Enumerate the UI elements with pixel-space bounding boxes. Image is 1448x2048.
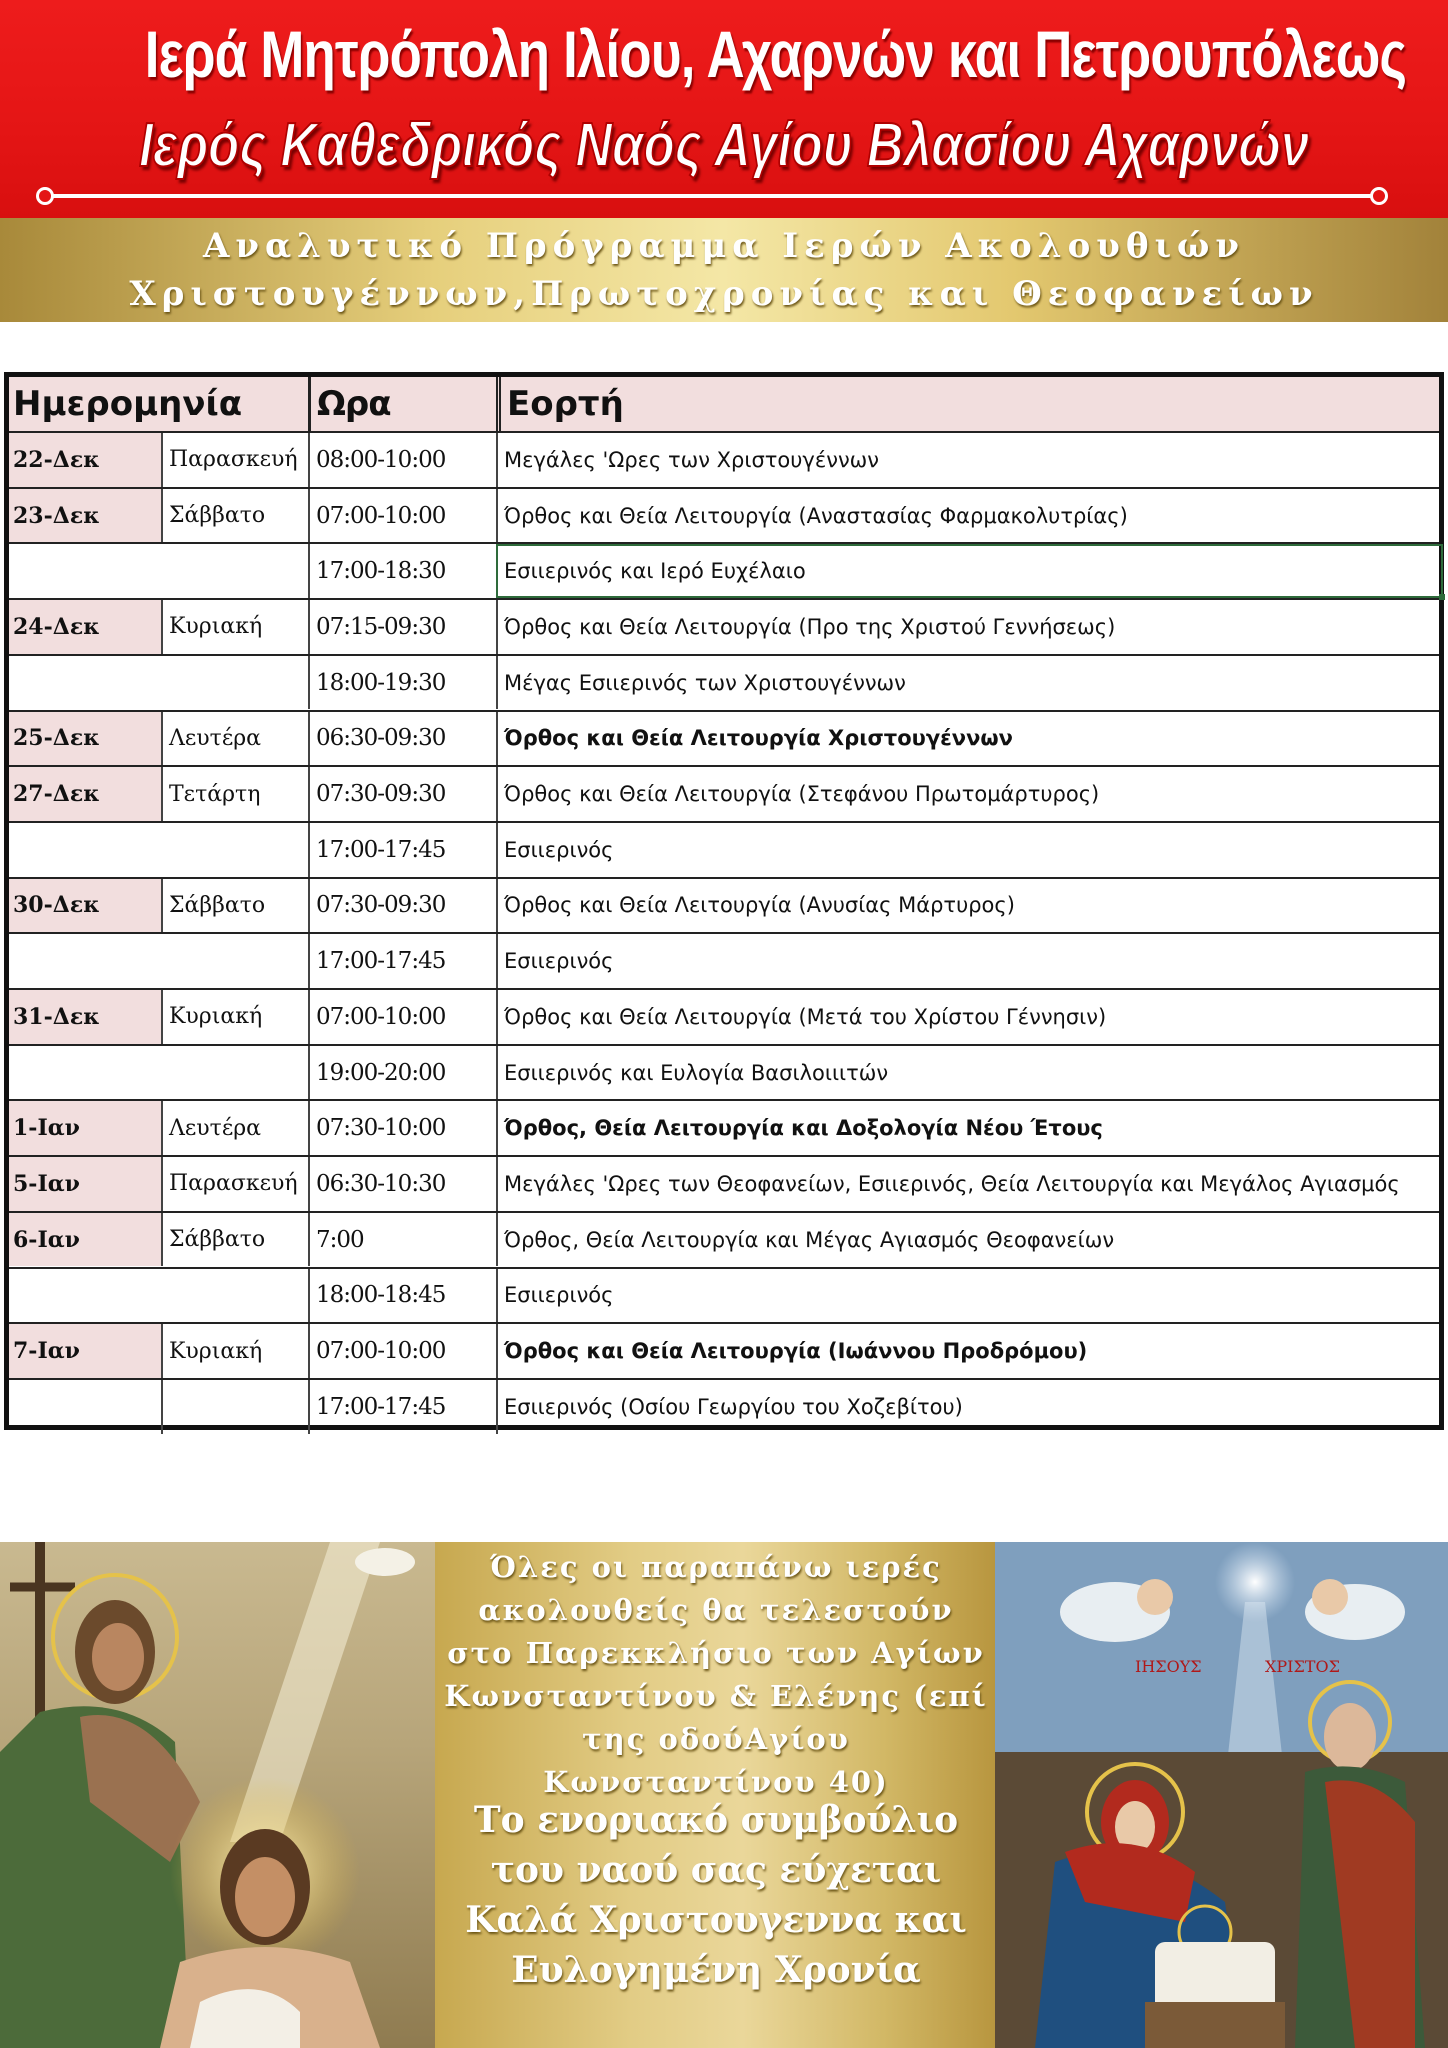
cell-date bbox=[9, 544, 161, 598]
cell-day bbox=[161, 1046, 308, 1100]
divider-dot-right bbox=[1370, 187, 1388, 205]
cell-date: 31-Δεκ bbox=[9, 990, 161, 1044]
location-notice: Όλες οι παραπάνω ιερές ακολουθείς θα τελεστούν στο Παρεκκλήσιο των Αγίων Κωνσταντίνου & Ελένης (επί της οδούΑγίου Κωνσταντίνου 40) bbox=[444, 1550, 988, 1799]
cell-date bbox=[9, 823, 161, 877]
cell-event: Όρθος και Θεία Λειτουργία Χριστουγέννων bbox=[496, 712, 1439, 766]
cell-date: 6-Ιαν bbox=[9, 1213, 161, 1267]
cell-date: 23-Δεκ bbox=[9, 489, 161, 543]
cell-time: 17:00-17:45 bbox=[308, 823, 496, 877]
cell-time: 08:00-10:00 bbox=[308, 433, 496, 487]
cell-day: Κυριακή bbox=[161, 600, 308, 654]
table-row bbox=[9, 1322, 1439, 1378]
table-row bbox=[9, 1267, 1439, 1323]
cell-event: Όρθος και Θεία Λειτουργία (Μετά του Χρίστου Γέννησιν) bbox=[496, 990, 1439, 1044]
cell-day: Παρασκευή bbox=[161, 433, 308, 487]
cell-day: Τετάρτη bbox=[161, 767, 308, 821]
cell-event: Όρθος και Θεία Λειτουργία (Στεφάνου Πρωτομάρτυρος) bbox=[496, 767, 1439, 821]
cell-event: Μεγάλες 'Ωρες των Χριστουγέννων bbox=[496, 433, 1439, 487]
nativity-icon-image bbox=[995, 1542, 1448, 2048]
cell-event: Όρθος και Θεία Λειτουργία (Ιωάννου Προδρόμου) bbox=[496, 1324, 1439, 1378]
cell-time: 07:00-10:00 bbox=[308, 990, 496, 1044]
cell-day bbox=[161, 656, 308, 710]
cell-time: 07:30-09:30 bbox=[308, 879, 496, 933]
cell-time: 17:00-18:30 bbox=[308, 544, 496, 598]
schedule-title: Αναλυτικό Πρόγραμμα Ιερών Ακολουθιών bbox=[202, 226, 1245, 266]
cell-event: Όρθος και Θεία Λειτουργία (Προ της Χριστού Γεννήσεως) bbox=[496, 600, 1439, 654]
table-row bbox=[9, 1155, 1439, 1211]
column-header-time: Ωρα bbox=[308, 377, 496, 431]
column-header-date: Ημερομηνία bbox=[9, 377, 308, 431]
cell-event: Εσιιερινός bbox=[496, 934, 1439, 988]
cell-event: Όρθος, Θεία Λειτουργία και Μέγας Αγιασμός Θεοφανείων bbox=[496, 1213, 1439, 1267]
icon-inscription-right: ΧΡΙΣΤΟΣ bbox=[1265, 1657, 1340, 1676]
cell-date bbox=[9, 656, 161, 710]
cell-event: Μέγας Εσιιερινός των Χριστουγέννων bbox=[496, 656, 1439, 710]
cell-day: Λευτέρα bbox=[161, 1101, 308, 1155]
table-row bbox=[9, 710, 1439, 766]
cathedral-title: Ιερός Καθεδρικός Ναός Αγίου Βλασίου Αχαρνών bbox=[138, 111, 1310, 180]
cell-time: 18:00-18:45 bbox=[308, 1269, 496, 1323]
cell-day bbox=[161, 1269, 308, 1323]
table-row bbox=[9, 431, 1439, 487]
greeting-message: Το ενοριακό συμβούλιο του ναού σας εύχεται Καλά Χριστουγεννα και Ευλογημένη Χρονία bbox=[465, 1799, 967, 1991]
cell-time: 07:00-10:00 bbox=[308, 489, 496, 543]
cell-time: 07:00-10:00 bbox=[308, 1324, 496, 1378]
cell-event: Μεγάλες 'Ωρες των Θεοφανείων, Εσιιερινός, Θεία Λειτουργία και Μεγάλος Αγιασμός bbox=[496, 1157, 1439, 1211]
table-row bbox=[9, 877, 1439, 933]
cell-date: 22-Δεκ bbox=[9, 433, 161, 487]
cell-event: Εσιιερινός bbox=[496, 823, 1439, 877]
table-row bbox=[9, 932, 1439, 988]
cell-day: Σάββατο bbox=[161, 1213, 308, 1267]
cell-day: Κυριακή bbox=[161, 1324, 308, 1378]
cell-time: 06:30-10:30 bbox=[308, 1157, 496, 1211]
header-divider bbox=[50, 194, 1380, 198]
cell-time: 06:30-09:30 bbox=[308, 712, 496, 766]
cell-event: Εσιιερινός bbox=[496, 1269, 1439, 1323]
cell-event: Εσιιερινός και Ευλογία Βασιλοιιιτών bbox=[496, 1046, 1439, 1100]
cell-date: 1-Ιαν bbox=[9, 1101, 161, 1155]
table-row bbox=[9, 988, 1439, 1044]
cell-date: 7-Ιαν bbox=[9, 1324, 161, 1378]
cell-time: 7:00 bbox=[308, 1213, 496, 1267]
cell-event: Εσιιερινός (Οσίου Γεωργίου του Χοζεβίτου) bbox=[496, 1380, 1439, 1434]
cell-time: 18:00-19:30 bbox=[308, 656, 496, 710]
divider-dot-left bbox=[36, 187, 54, 205]
table-row bbox=[9, 487, 1439, 543]
cell-event: Όρθος και Θεία Λειτουργία (Ανυσίας Μάρτυρος) bbox=[496, 879, 1439, 933]
cell-day: Σάββατο bbox=[161, 489, 308, 543]
table-row bbox=[9, 1378, 1439, 1434]
table-row bbox=[9, 1211, 1439, 1267]
metropolis-title: Ιερά Μητρόπολη Ιλίου, Αχαρνών και Πετρουπόλεως bbox=[144, 17, 1407, 91]
table-header bbox=[9, 377, 1439, 431]
cell-date bbox=[9, 1046, 161, 1100]
cell-event: Εσιιερινός και Ιερό Ευχέλαιο bbox=[496, 544, 1439, 598]
cell-date: 25-Δεκ bbox=[9, 712, 161, 766]
cell-date bbox=[9, 1380, 161, 1434]
table-row bbox=[9, 1099, 1439, 1155]
cell-date: 30-Δεκ bbox=[9, 879, 161, 933]
cell-time: 07:30-09:30 bbox=[308, 767, 496, 821]
cell-date: 5-Ιαν bbox=[9, 1157, 161, 1211]
cell-time: 17:00-17:45 bbox=[308, 934, 496, 988]
schedule-subtitle: Χριστουγέννων,Πρωτοχρονίας και Θεοφανείων bbox=[129, 274, 1319, 314]
cell-date: 24-Δεκ bbox=[9, 600, 161, 654]
cell-date bbox=[9, 934, 161, 988]
cell-day bbox=[161, 934, 308, 988]
baptism-icon-image bbox=[0, 1542, 435, 2048]
icon-inscription-left: ΙΗΣΟΥΣ bbox=[1135, 1657, 1202, 1676]
column-header-event: Εορτή bbox=[496, 377, 1439, 431]
table-row bbox=[9, 598, 1439, 654]
table-row bbox=[9, 1044, 1439, 1100]
cell-event: Όρθος, Θεία Λειτουργία και Δοξολογία Νέου Έτους bbox=[496, 1101, 1439, 1155]
cell-time: 17:00-17:45 bbox=[308, 1380, 496, 1434]
table-row bbox=[9, 654, 1439, 710]
cell-time: 07:30-10:00 bbox=[308, 1101, 496, 1155]
schedule-table bbox=[4, 372, 1444, 1430]
cell-day: Παρασκευή bbox=[161, 1157, 308, 1211]
cell-date: 27-Δεκ bbox=[9, 767, 161, 821]
cell-date bbox=[9, 1269, 161, 1323]
cell-time: 07:15-09:30 bbox=[308, 600, 496, 654]
cell-day bbox=[161, 1380, 308, 1434]
cell-day: Σάββατο bbox=[161, 879, 308, 933]
cell-event: Όρθος και Θεία Λειτουργία (Αναστασίας Φαρμακολυτρίας) bbox=[496, 489, 1439, 543]
table-row bbox=[9, 821, 1439, 877]
table-row bbox=[9, 542, 1439, 598]
cell-day: Κυριακή bbox=[161, 990, 308, 1044]
table-row bbox=[9, 765, 1439, 821]
cell-day bbox=[161, 544, 308, 598]
cell-day bbox=[161, 823, 308, 877]
cell-time: 19:00-20:00 bbox=[308, 1046, 496, 1100]
cell-day: Λευτέρα bbox=[161, 712, 308, 766]
